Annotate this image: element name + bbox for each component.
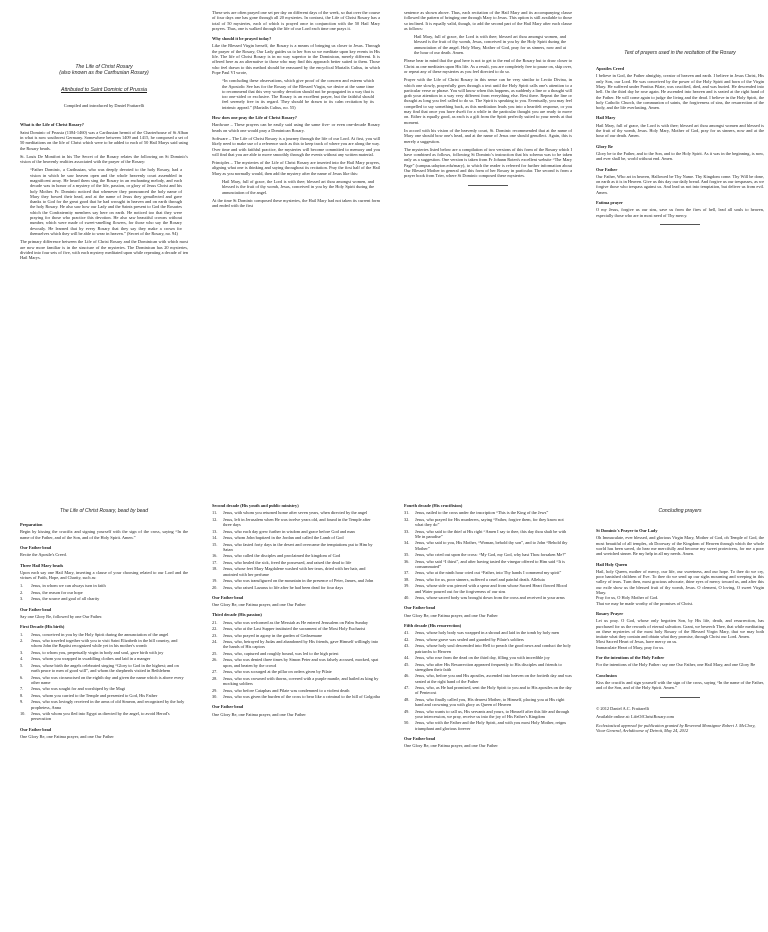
paragraph: One Glory Be, one Fatima prayer, and one Our Father bbox=[212, 602, 306, 608]
list-item bbox=[404, 709, 572, 720]
list-item bbox=[20, 638, 188, 649]
item-number: 14. bbox=[212, 535, 218, 541]
paragraph: Saint Dominic of Prussia (1384-1460) was a Carthusian hermit of the Charterhouse of St Alban in what is now southwest Germany. Somewhere between 1409 and 1415, he composed a set of 50 meditations on the life of Christ which were to be added to each of 50 Hail Marys said using the Rosary beads. bbox=[20, 129, 188, 151]
divider bbox=[660, 697, 700, 698]
item-number: 38. bbox=[404, 576, 410, 582]
item-number: 15. bbox=[212, 541, 218, 547]
prayer-text: I believe in God, the Father almighty, creator of heaven and earth. I believe in Jesus Christ, His only Son, our Lord. He was conceived by the power of the Holy Spirit and born of the Virgin Mary. He suffered under Pontius Pilate, was crucified, died, and was buried. He descended into hell. On the third day he rose again. He ascended into heaven and is seated at the right hand of the Father. He will come again to judge the living and the dead. I believe in the Holy Spirit, the holy Catholic Church, the communion of saints, the forgiveness of sins, the resurrection of the body, and the life everlasting. Amen. bbox=[596, 73, 764, 111]
item-text: Jesus, who said “I thirst”, and after having tasted the vinegar offered to Him said “It is consummated” bbox=[415, 558, 565, 569]
item-number: 1. bbox=[20, 583, 24, 589]
bead-by-bead-heading: The Life of Christ Rosary, bead by bead bbox=[59, 508, 148, 514]
prayer-text: Kiss the crucifix and sign yourself with the sign of the cross, saying “In the name of the Father, and of the Son, and of the Holy Spirit. Amen.” bbox=[596, 679, 764, 691]
heading-fifth-decade: Fifth decade (His resurrection) bbox=[404, 623, 462, 629]
paragraph: Say one Glory Be, followed by one Our Father. bbox=[20, 614, 103, 620]
heading-what-is: What is the Life of Christ Rosary? bbox=[20, 122, 84, 128]
heading-our-father-bead: Our Father bead bbox=[20, 606, 52, 612]
prayer-text: Most Sacred Heart of Jesus, have mercy on us. bbox=[596, 639, 678, 645]
virtues-list bbox=[20, 583, 188, 601]
list-item bbox=[404, 583, 572, 594]
item-text: Jesus, who said to you, His Mother, “Woman, behold thy son”, and to John “Behold thy Mother” bbox=[415, 540, 568, 551]
paragraph: Hardware – These prayers can be easily said using the same five- or even one-decade Rosary beads on which one would pray a Dominican Rosary. bbox=[212, 122, 380, 133]
list-item bbox=[212, 585, 380, 590]
item-number: 2. bbox=[20, 638, 24, 644]
third-decade-list bbox=[212, 620, 380, 700]
item-text: Jesus, who said to the thief at His right “Amen I say to thee, this day thou shalt be with Me in paradise” bbox=[415, 528, 567, 539]
list-item bbox=[212, 560, 380, 565]
item-number: 31. bbox=[404, 510, 410, 516]
item-text: Jesus, who prayed for His murderers, saying “Father, forgive them, for they know not what they do” bbox=[415, 516, 564, 528]
paragraph: Begin by kissing the crucifix and signing yourself with the sign of the cross, saying “In the name of the Father, and of the Son, and of the Holy Spirit. Amen.” bbox=[20, 529, 188, 540]
prayer-text: Glory be to the Father, and to the Son, and to the Holy Spirit. As it was in the beginning, is now, and ever shall be, world without end. Amen. bbox=[596, 150, 764, 162]
list-item bbox=[404, 685, 572, 696]
list-item bbox=[404, 697, 572, 708]
prayer-text: Let us pray. O God, whose only begotten Son, by His life, death, and resurrection, has purchased for us the rewards of eternal salvation. Grant, we beseech Thee, that while meditating on these mysteries of the most holy Rosary of the Blessed Virgin Mary, that we may both imitate what they contain and obtain what they promise, through Christ our Lord. Amen. bbox=[596, 618, 764, 640]
item-text: Jesus, who finally called you, His dearest Mother, to Himself, placing you at His right hand and crowning you with glory as Queen of Heaven bbox=[415, 696, 565, 708]
list-item bbox=[212, 510, 380, 515]
list-item bbox=[404, 517, 572, 528]
block-quote: Hail Mary, full of grace, the Lord is with thee; blessed art thou amongst women, and blessed is the fruit of thy womb, Jesus, conceived in you by the Holy Spirit during the annunciation of the angel. Holy Mary, Mother of God, pray for us sinners, now and at the hour of our death. Amen. bbox=[414, 34, 566, 56]
item-text: Jesus, conceived in you by the Holy Spirit during the annunciation of the angel bbox=[31, 631, 169, 637]
item-number: 3. bbox=[20, 596, 24, 602]
list-item bbox=[212, 651, 380, 656]
item-text: Jesus, who prayed in agony in the garden of Gethsemane bbox=[223, 632, 322, 638]
item-number: 43. bbox=[404, 643, 410, 649]
item-number: 34. bbox=[404, 540, 410, 546]
item-number: 19. bbox=[212, 578, 218, 584]
item-number: 24. bbox=[212, 639, 218, 645]
item-text: Jesus, whose side was pierced with a spear and from whose Sacred Heart flowed Blood and Water poured out for the forgiveness of our sins bbox=[415, 583, 567, 594]
heading-our-father-bead: Our Father bead bbox=[20, 544, 52, 550]
item-number: 21. bbox=[212, 619, 218, 625]
list-item bbox=[20, 686, 188, 691]
item-text: Jesus, who for us, poor sinners, suffered a cruel and painful death. Alleluia bbox=[415, 576, 545, 582]
list-item bbox=[20, 583, 188, 588]
ecclesiastical-approval: Ecclesiastical approval for publication granted by Reverend Monsignor Robert J. McClory, Vicar General, Archdiocese of Detroit, May 24, 2012 bbox=[596, 723, 756, 734]
item-number: 7. bbox=[20, 686, 24, 692]
paragraph: Recite the Apostle's Creed. bbox=[20, 552, 67, 558]
prayer-text: Our Father, Who art in heaven, Hallowed be Thy Name. Thy Kingdom come. Thy Will be done, on earth as it is in Heaven. Give us this day our daily bread. And forgive us our trespasses, as we forgive those who trespass against us. And lead us not into temptation, but deliver us from evil. Amen. bbox=[596, 173, 764, 195]
bottom-column-2 bbox=[212, 498, 380, 720]
list-item bbox=[404, 673, 572, 684]
heading-our-father-bead: Our Father bead bbox=[404, 736, 436, 742]
item-number: 1. bbox=[20, 631, 24, 637]
list-item bbox=[20, 656, 188, 661]
paragraph: One Glory Be, one Fatima prayer, and one Our Father bbox=[212, 711, 306, 717]
list-item bbox=[20, 699, 188, 710]
item-text: Jesus, in whom we can always turn in faith bbox=[31, 583, 106, 589]
item-text: Jesus, who rose from the dead on the third day, filling you with incredible joy bbox=[415, 655, 550, 661]
list-item bbox=[212, 694, 380, 699]
item-number: 45. bbox=[404, 661, 410, 667]
bottom-column-3 bbox=[404, 498, 572, 752]
list-item bbox=[404, 570, 572, 575]
item-text: Jesus, who was circumcised on the eighth day and given the name which is above every other name bbox=[31, 674, 184, 685]
item-number: 11. bbox=[212, 510, 218, 516]
list-item bbox=[20, 632, 188, 637]
concluding-heading: Concluding prayers bbox=[658, 508, 702, 514]
item-text: Jesus, who raised Lazarus to life after he had been dead for four days bbox=[223, 584, 344, 590]
prayer-text: Pray for us, O Holy Mother of God. bbox=[596, 595, 659, 601]
list-item bbox=[404, 655, 572, 660]
prayer-text: Immaculate Heart of Mary, pray for us. bbox=[596, 644, 665, 650]
item-text: Jesus, who with the Father and the Holy Spirit, and with you most Holy Mother, reigns triumphant and glorious forever bbox=[415, 720, 567, 731]
heading-rosary-prayer: Rosary Prayer bbox=[596, 610, 624, 616]
item-number: 37. bbox=[404, 570, 410, 576]
block-quote: “In concluding these observations, which give proof of the concern and esteem which the Apostolic See has for the Rosary of the Blessed Virgin, we desire at the same time to recommend that this very worthy devotion should not be propagated in a way that is too one-sided or exclusive. The Rosary is an excellent prayer, but the faithful should feel serenely free in its regard. They should be drawn to its calm recitation by its intrinsic appeal.” (Marialis Cultus, no. 55) bbox=[222, 78, 374, 110]
list-item bbox=[212, 626, 380, 631]
paragraph: At the time St Dominic composed these mysteries, the Hail Mary had not taken its current form and ended with the first bbox=[212, 197, 380, 209]
item-text: Jesus, who at the Last Supper instituted the sacrament of the Most Holy Eucharist bbox=[223, 626, 366, 632]
paragraph: One Glory Be, one Fatima prayer, and one Our Father bbox=[404, 743, 498, 749]
item-text: Jesus, who at the ninth hour cried out “Father, into Thy hands I commend my spirit” bbox=[415, 570, 562, 576]
item-number: 20. bbox=[212, 584, 218, 590]
heading-three-hail-mary: Three Hail Mary beads bbox=[20, 562, 64, 568]
heading-our-father-bead: Our Father bead bbox=[212, 704, 244, 710]
prayer-text: O my Jesus, forgive us our sins, save us from the fires of hell, lead all souls to heaven, especially those who are in most need of Thy mercy. bbox=[596, 207, 764, 218]
item-number: 50. bbox=[404, 720, 410, 726]
item-number: 36. bbox=[404, 558, 410, 564]
prayers-heading: Text of prayers used in the recitation of the Rosary bbox=[624, 50, 736, 56]
paragraph: Like the Blessed Virgin herself, the Rosary is a means of bringing us closer to Jesus. Through the prayer of the Rosary, Our Lady guides us to her Son so we meditate upon key events in His life. The life of Christ Rosary is in no way superior to the Dominican, merely different. It is offered here as an alternative to those who may find this approach better suited to them. Those who feel drawn to this method should be reassured by the encyclical Marialis Cultus, in which Pope Paul VI wrote, bbox=[212, 43, 380, 75]
item-number: 26. bbox=[212, 657, 218, 663]
heading-apostles-creed: Apostles Creed bbox=[596, 66, 625, 72]
heading-why: Why should it be prayed today? bbox=[212, 36, 272, 42]
item-text: Jesus, with whom you returned home after seven years, when directed by the angel bbox=[223, 510, 368, 516]
list-item bbox=[212, 529, 380, 534]
list-item bbox=[404, 595, 572, 600]
block-quote: “Father Dominic, a Carthusian, who was deeply devoted to the holy Rosary, had a vision in which he saw heaven open and the whole heavenly court assembled in magnificent array. He heard them sing the Rosary in an enchanting melody, and each decade was in honor of a mystery of the life, passion, or glory of Jesus Christ and his holy Mother. Fr. Dominic noticed that whenever they pronounced the holy name of Mary they bowed their head, and at the name of Jesus they genuflected and gave thanks to God for the great good that he had wrought in heaven and on earth through the holy Rosary. He also saw how our Lady and the Saints present to God the Rosaries which the Confraternity members say here on earth. He noticed too that they were praying for those who practice this devotion. He also saw beautiful crowns without number, which were made of sweet-smelling flowers, for those who say the Rosary devoutly. He learned that by every Rosary that they say they make a crown for themselves which they will be able to wear in heaven.” (Secret of the Rosary, no. 94) bbox=[30, 167, 182, 236]
paragraph: Upon each say one Hail Mary, inserting a clause of your choosing related to our Lord and the virtues of Faith, Hope, and Charity, such as: bbox=[20, 569, 188, 581]
item-number: 12. bbox=[212, 516, 218, 522]
page-bottom bbox=[0, 466, 768, 932]
item-number: 32. bbox=[404, 516, 410, 522]
list-item bbox=[404, 637, 572, 642]
item-number: 18. bbox=[212, 566, 218, 572]
compiled-by: Compiled and introduced by Daniel Frattarelli bbox=[63, 103, 145, 109]
heading-hail-mary: Hail Mary bbox=[596, 115, 616, 121]
item-number: 3. bbox=[20, 649, 24, 655]
list-item bbox=[404, 510, 572, 515]
item-text: Jesus, who, betrayed by Judas and abandoned by His friends, gave Himself willingly into the hands of His captors bbox=[223, 639, 379, 650]
item-number: 39. bbox=[404, 583, 410, 589]
list-item bbox=[212, 633, 380, 638]
list-item bbox=[20, 675, 188, 686]
heading-hail-holy-queen: Hail Holy Queen bbox=[596, 561, 628, 567]
top-column-3 bbox=[404, 10, 572, 192]
prayer-text: Hail, holy Queen, mother of mercy, our life, our sweetness, and our hope. To thee do we cry, poor banished children of Eve. To thee do we send up our sighs mourning and weeping in this valley of tears. Turn then, most gracious advocate, thine eyes of mercy toward us, and after this our exile show us the blessed fruit of thy womb, Jesus. O clement, O loving, O sweet Virgin Mary. bbox=[596, 568, 764, 596]
item-text: Jesus, who, before you and His apostles, ascended into heaven on the fortieth day and was seated at the right hand of the Father bbox=[415, 673, 572, 684]
item-number: 4. bbox=[20, 656, 24, 662]
item-text: Jesus, who called the disciples and proclaimed the kingdom of God bbox=[223, 553, 341, 559]
item-text: Jesus, whose birth the angels celebrated singing “Glory to God in the highest; and on earth peace to men of good will”, and whom the shepherds visited in Bethlehem bbox=[31, 662, 179, 674]
item-number: 17. bbox=[212, 559, 218, 565]
item-text: Jesus, who was scourged at the pillar on orders given by Pilate bbox=[223, 669, 332, 675]
list-item bbox=[404, 540, 572, 551]
list-item bbox=[212, 669, 380, 674]
item-number: 28. bbox=[212, 675, 218, 681]
prayer-text: Hail Mary, full of grace, the Lord is with thee; blessed art thou amongst women and blessed is the fruit of thy womb, Jesus. Holy Mary, Mother of God, pray for us sinners, now and at the hour of our death. Amen. bbox=[596, 122, 764, 139]
item-text: Jesus, the source and goal of all charity bbox=[31, 596, 100, 602]
fourth-decade-list bbox=[404, 510, 572, 600]
prayer-text: That we may be made worthy of the promises of Christ. bbox=[596, 600, 694, 606]
item-number: 30. bbox=[212, 693, 218, 699]
item-number: 46. bbox=[404, 673, 410, 679]
paragraph: Please bear in mind that the goal here is not to get to the end of the Rosary but to draw closer to Christ as one meditates upon His life. As a result, you are completely free to pause on, skip over, or repeat any of these mysteries as you feel directed to do so. bbox=[404, 58, 572, 74]
paragraph: In accord with his vision of the heavenly court, St. Dominic recommended that at the name of Mary one should bow one's head, and at the name of Jesus one should genuflect. Again, this is merely a suggestion. bbox=[404, 127, 572, 144]
attribution: Attributed to Saint Dominic of Prussia bbox=[61, 86, 147, 93]
item-number: 40. bbox=[404, 595, 410, 601]
item-text: Jesus, who was denied three times by Simon Peter and was falsely accused, mocked, spat upon, and beaten by the crowd bbox=[223, 657, 379, 668]
heading-third-decade: Third decade (His passion) bbox=[212, 612, 262, 618]
list-item bbox=[212, 639, 380, 650]
list-item bbox=[212, 688, 380, 693]
list-item bbox=[212, 657, 380, 668]
heading-holy-father: For the intentions of the Holy Father bbox=[596, 655, 665, 661]
item-number: 8. bbox=[20, 692, 24, 698]
bottom-column-1 bbox=[20, 498, 188, 742]
paragraph: One Glory Be, one Fatima prayer, and one Our Father bbox=[404, 612, 498, 618]
item-text: Jesus, who was sought for and worshiped by the Magi bbox=[31, 686, 126, 692]
paragraph: These sets are often prayed one set per day on different days of the week, so that over the course of four days one has gone through all 20 mysteries. In contrast, the Life of Christ Rosary has a total of 50 mysteries, each of which is prayed once in conjunction with the 50 Hail Mary prayers. Thus, one is walked through the life of our Lord each time one prays it. bbox=[212, 10, 380, 31]
item-number: 35. bbox=[404, 552, 410, 558]
list-item bbox=[404, 720, 572, 731]
paragraph: Principles – The mysteries of the Life of Christ Rosary are inserted into the Hail Mary prayers, aligning what one is thinking and saying throughout its recitation. Pray the first half of the Hail Mary as you normally would, then add the mystery after the name of Jesus like this: bbox=[212, 160, 380, 176]
item-text: Jesus, who fasted forty days in the desert and overcame the temptations put to Him by Satan bbox=[223, 541, 373, 552]
item-number: 22. bbox=[212, 626, 218, 632]
heading-our-father-bead: Our Father bead bbox=[20, 726, 52, 732]
item-number: 29. bbox=[212, 687, 218, 693]
list-item bbox=[212, 676, 380, 687]
heading-how: How does one pray the Life of Christ Rosary? bbox=[212, 115, 297, 121]
item-text: Jesus, who wants to call us, His servants and yours, to Himself after this life and through your intercession, we pray, receive us into the joy of His Father's Kingdom bbox=[415, 708, 570, 719]
item-text: Jesus, who cried out upon the cross: “My God, my God, why hast Thou forsaken Me?” bbox=[415, 552, 567, 558]
item-text: Jesus, whose grave was sealed and guarded by Pilate's soldiers bbox=[415, 636, 524, 642]
list-item bbox=[404, 552, 572, 557]
item-text: Jesus, whose feet Mary Magdalene washed with her tears, dried with her hair, and anointed with her perfume bbox=[223, 566, 366, 577]
item-number: 23. bbox=[212, 632, 218, 638]
document-subtitle: (also known as the Carthusian Rosary) bbox=[59, 70, 149, 77]
item-text: Jesus, with whom you fled into Egypt as directed by the angel, to avoid Herod's persecution bbox=[31, 711, 170, 722]
item-text: Jesus, who, as He had promised, sent the Holy Spirit to you and to His apostles on the day of Pentecost bbox=[415, 685, 572, 696]
list-item bbox=[404, 630, 572, 635]
item-text: Jesus, who after His Resurrection appeared frequently to His disciples and friends to strengthen their faith bbox=[415, 661, 562, 672]
heading-our-father-bead: Our Father bead bbox=[212, 594, 244, 600]
item-text: Jesus, who each day grew further in wisdom and grace before God and man bbox=[223, 528, 355, 534]
heading-st-dominic-prayer: St Dominic's Prayer to Our Lady bbox=[596, 528, 658, 534]
list-item bbox=[212, 535, 380, 540]
item-number: 13. bbox=[212, 528, 218, 534]
item-number: 16. bbox=[212, 553, 218, 559]
list-item bbox=[404, 662, 572, 673]
heading-glory-be: Glory Be bbox=[596, 143, 613, 149]
item-number: 49. bbox=[404, 708, 410, 714]
list-item bbox=[404, 577, 572, 582]
paragraph: Software – The Life of Christ Rosary is a journey through the life of our Lord. At first, you will likely need to make use of a reference such as this to keep track of where you are along the way. Over time and with faithful practice, the mysteries will become committed to memory and you will find that you are able to move smoothly through the events without any written material. bbox=[212, 135, 380, 157]
item-text: Jesus, who was welcomed as the Messiah as He entered Jerusalem on Palm Sunday bbox=[223, 619, 369, 625]
item-text: Jesus, who traveled together with you to visit Saint Elizabeth in the hill country, and whom John the Baptist recognized while yet in his mother's womb bbox=[31, 638, 178, 649]
top-column-1 bbox=[20, 34, 188, 263]
item-number: 6. bbox=[20, 674, 24, 680]
heading-preparation: Preparation bbox=[20, 522, 43, 528]
item-text: Jesus, who healed the sick, freed the possessed, and raised the dead to life bbox=[223, 559, 352, 565]
list-item bbox=[20, 596, 188, 601]
list-item bbox=[20, 711, 188, 722]
list-item bbox=[212, 578, 380, 583]
list-item bbox=[20, 693, 188, 698]
item-number: 25. bbox=[212, 650, 218, 656]
item-text: Jesus, whom John baptized in the Jordan and called the Lamb of God bbox=[223, 535, 344, 541]
prayer-text: Oh Immaculate, ever blessed, and glorious Virgin Mary, Mother of God, oh Temple of God, the most beautiful of all temples, oh Doorway of the Kingdom of Heaven through which the whole world has been saved, do hear me mercifully and become my sweet protectress, for me a poor and wretched sinner. Be my help in all my needs. Amen. bbox=[596, 535, 764, 557]
online-link[interactable]: Available online at: LifeOfChristRosary.com bbox=[596, 713, 675, 719]
item-text: Jesus, to whom you, perpetually virgin in body and soul, gave birth with joy bbox=[31, 649, 164, 655]
list-item bbox=[404, 643, 572, 654]
divider bbox=[468, 185, 508, 186]
item-text: Jesus, who was transfigured on the mountain in the presence of Peter, James, and John bbox=[223, 578, 374, 584]
item-text: Jesus, whose holy body was wrapped in a shroud and laid in the tomb by holy men bbox=[415, 630, 559, 636]
prayer-text: For the intentions of the Holy Father: say one Our Father, one Hail Mary, and one Glory Be bbox=[596, 662, 756, 668]
item-text: Jesus, who was given the burden of the cross to bear like a criminal to the hill of Golgotha bbox=[223, 693, 380, 699]
top-column-2 bbox=[212, 10, 380, 212]
item-number: 2. bbox=[20, 589, 24, 595]
heading-fourth-decade: Fourth decade (His crucifixion) bbox=[404, 503, 463, 508]
fifth-decade-list bbox=[404, 630, 572, 731]
item-text: Jesus, left in Jerusalem when He was twelve years old, and found in the Temple after three days bbox=[223, 516, 371, 528]
copyright: © 2012 Daniel A.C. Frattarelli bbox=[596, 705, 650, 711]
item-text: Jesus, the reason for our hope bbox=[31, 589, 83, 595]
item-text: Jesus, whom you carried to the Temple and presented to God, His Father bbox=[31, 692, 158, 698]
paragraph: One Glory Be, one Fatima prayer, and one Our Father bbox=[20, 734, 114, 740]
paragraph: sentence as shown above. Thus, each recitation of the Hail Mary and its accompanying clause followed the pattern of bringing one through Mary to Jesus. This option is still available to those so inclined. It is equally valid, though, to add the second part of the Hail Mary after each clause as follows: bbox=[404, 10, 572, 31]
list-item bbox=[212, 620, 380, 625]
list-item bbox=[212, 542, 380, 553]
item-text: Jesus, nailed to the cross under the inscription “This is the King of the Jews” bbox=[415, 510, 549, 516]
item-number: 42. bbox=[404, 636, 410, 642]
item-number: 9. bbox=[20, 699, 24, 705]
paragraph: The primary difference between the Life of Christ Rosary and the Dominican with which most are now more familiar is in the structure of the mysteries. The Dominican has 20 mysteries, divided into four sets of five, with each mystery meditated upon while repeating a decade of ten Hail Marys. bbox=[20, 239, 188, 261]
heading-our-father: Our Father bbox=[596, 166, 618, 172]
item-text: Jesus, who was lovingly received in the arms of old Simeon, and recognized by the holy prophetess, Anna bbox=[31, 699, 185, 710]
item-number: 5. bbox=[20, 662, 24, 668]
list-item bbox=[20, 650, 188, 655]
paragraph: The mysteries listed below are a compilation of two versions of this form of the Rosary which I have combined as follows, following St Dominic's instruction that his schema was to be taken only as a suggestion. One version is taken from Fr Johann Roten's excellent website “The Mary Page” (campus.udayton.edu/mary), to which the reader is referred for further information about Our Blessed Mother in general and this form of her Rosary in particular. The second is from a prayer book from Trier, where St Dominic composed these mysteries. bbox=[404, 146, 572, 179]
top-column-4 bbox=[596, 50, 764, 231]
item-text: Jesus, who, captured and roughly bound, was led to the high priest bbox=[223, 650, 339, 656]
second-decade-list bbox=[212, 510, 380, 590]
list-item bbox=[212, 566, 380, 577]
heading-our-father-bead: Our Father bead bbox=[404, 605, 436, 611]
item-number: 48. bbox=[404, 696, 410, 702]
item-number: 33. bbox=[404, 528, 410, 534]
item-text: Jesus, who was crowned with thorns, covered with a purple mantle, and hailed as king by mocking soldiers bbox=[223, 675, 379, 687]
heading-first-decade: First Decade (His birth) bbox=[20, 624, 65, 630]
document-title: The Life of Christ Rosary bbox=[75, 64, 133, 70]
list-item bbox=[212, 553, 380, 558]
paragraph: Prayer with the Life of Christ Rosary in this sense can be very similar to Lectio Divina, in which one slowly, prayerfully goes through a text until the Holy Spirit calls one's attention to a particular verse or phrase. You will know when this happens, as suddenly a line or a thought will grab your attention in a way very different from everything else. Rest there. Repeat the line or thought as long you feel called to do so. The Spirit is speaking to you. Eventually, you may feel compelled to say something back, as this meditation leads you into a heartfelt response, or you may find that once you have dwelt for a while in the particular thought you are ready to move on. Either is equally good, as each is a gift from the Spirit perfectly suited to your needs at that moment. bbox=[404, 77, 572, 125]
item-text: Jesus, whom you wrapped in swaddling clothes and laid in a manger bbox=[31, 656, 151, 662]
item-text: Jesus, who before Caiaphas and Pilate was condemned to a violent death bbox=[223, 687, 350, 693]
block-quote: Hail Mary, full of grace, the Lord is with thee; blessed art thou amongst women, and blessed is the fruit of thy womb, Jesus, conceived in you by the Holy Spirit during the annunciation of the angel. bbox=[222, 179, 374, 195]
heading-conclusion: Conclusion bbox=[596, 672, 617, 678]
item-number: 47. bbox=[404, 685, 410, 691]
item-number: 44. bbox=[404, 655, 410, 661]
list-item bbox=[404, 559, 572, 570]
bottom-column-4 bbox=[596, 498, 764, 737]
list-item bbox=[404, 529, 572, 540]
paragraph: St. Louis De Montfort in his The Secret of the Rosary relates the following on St Dominic's vision of the heavenly realities associated with the prayer of the Rosary: bbox=[20, 153, 188, 165]
first-decade-list bbox=[20, 632, 188, 722]
divider bbox=[660, 224, 700, 225]
list-item bbox=[212, 517, 380, 528]
item-text: Jesus, whose sacred body was brought down from the cross and received in your arms bbox=[415, 595, 565, 601]
heading-second-decade: Second decade (His youth and public ministry) bbox=[212, 503, 299, 508]
item-number: 41. bbox=[404, 630, 410, 636]
list-item bbox=[20, 663, 188, 674]
item-number: 10. bbox=[20, 711, 26, 717]
list-item bbox=[20, 590, 188, 595]
item-number: 27. bbox=[212, 669, 218, 675]
heading-fatima: Fatima prayer bbox=[596, 200, 623, 206]
item-text: Jesus, whose holy soul descended into Hell to preach the good news and conduct the holy patriarchs to Heaven bbox=[415, 643, 571, 654]
